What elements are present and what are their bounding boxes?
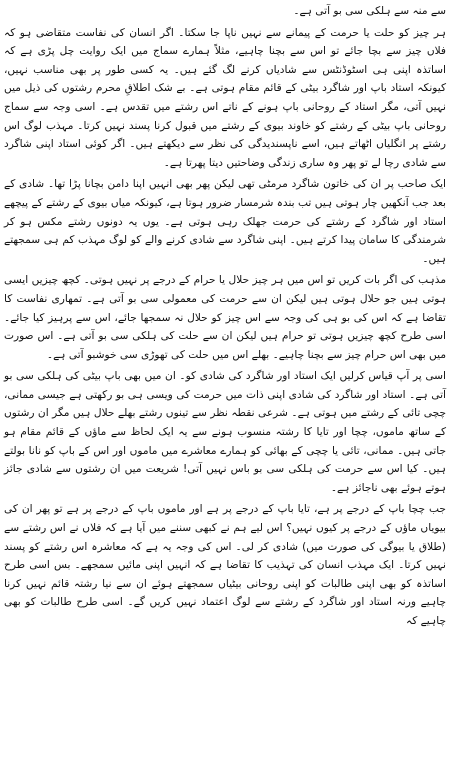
- paragraph-3: ایک صاحب پر ان کی خاتون شاگرد مرمٹی تھی لیکن پھر بھی انہیں اپنا دامن بچانا پڑا تھا۔ شادی کے بعد جب آنکھیں چار ہوتی ہیں تب بندہ شرمسار ضرور ہوتا ہے، کیونکہ میاں بیوی کے رشتے کے پیچھے استاد اور شاگرد کے رشتے کی حرمت جھلک رہی ہوتی ہے۔ یوں یہ دونوں رشتے مکس ہو کر شرمندگی کا سامان پیدا کرتے ہیں۔ اپنی شاگرد سے شادی کرنے والے کو لوگ مہذب کم ہی سمجھتے ہیں۔: [4, 178, 446, 265]
- paragraph-2: ہر چیز کو حلت یا حرمت کے پیمانے سے نہیں ناپا جا سکتا۔ اگر انسان کی نفاست متقاضی ہو کہ فلاں چیز سے بچا جائے تو اس سے بچنا چاہیے، مثلاً ہمارے سماج میں ایک روایت چل پڑی ہے کہ اساتذہ اپنی ہی اسٹوڈنٹس سے شادیاں کرنے لگ گئے ہیں۔ یہ کسی طور پر بھی مناسب نہیں، کیونکہ استاد باپ اور شاگرد بیٹی کے قائم مقام ہوتی ہے۔ بے شک اطلاقِ محرم رشتوں کی ذیل میں نہیں آتی، مگر استاد کے روحانی باپ ہونے کے ناتے اس رشتے میں تقدس ہے۔ اسی وجہ سے سماج روحانی باپ بیٹی کے رشتے کو خاوند بیوی کے رشتے میں قبول کرنا پسند نہیں کرتا۔ مہذب لوگ اس رشتے پر انگلیاں اٹھاتے ہیں، اسے ناپسندیدگی کی نظر سے دیکھتے ہیں۔ اگر کوئی استاد اپنی شاگرد سے شادی رچا لے تو پھر وہ ساری زندگی وضاحتیں دیتا پھرتا ہے۔: [4, 26, 446, 169]
- paragraph-6: جب چچا باپ کے درجے پر ہے، تایا باپ کے درجے پر ہے اور ماموں باپ کے درجے پر ہے تو پھر ان کی بیویاں ماؤں کے درجے پر کیوں نہیں؟ اس لیے ہم نے کبھی سننے میں آیا ہے کہ فلاں نے اس رشتے سے (طلاق یا بیوگی کی صورت میں) شادی کر لی۔ اس کی وجہ یہ ہے کہ معاشرہ اس رشتے کو پسند نہیں کرتا۔ ایک مہذب انسان کی تہذیب کا تقاضا ہے کہ انہیں اپنی مائیں سمجھے۔ بس اسی طرح اساتذہ کو بھی اپنی طالبات کو اپنی روحانی بیٹیاں سمجھتے ہوئے ان سے نیا رشتہ قائم نہیں کرنا چاہیے ورنہ استاد اور شاگرد کے رشتے سے لوگ اعتماد نہیں کریں گے۔ اسی طرح طالبات کو بھی چاہیے کہ: [4, 503, 446, 627]
- paragraph-4: مذہب کی اگر بات کریں تو اس میں ہر چیز حلال یا حرام کے درجے پر نہیں ہوتی۔ کچھ چیزیں ایسی ہوتی ہیں جو حلال ہوتی ہیں لیکن ان سے حرمت کی معمولی سی بو آتی ہے۔ تمھاری نفاست کا تقاضا ہے کہ اس کی بو ہی کی وجہ سے اس چیز کو حلال نہ سمجھا جائے، اس سے پرہیز کیا جائے۔ اسی طرح کچھ چیزیں ہوتی تو حرام ہیں لیکن ان سے حلت کی ہلکی سی بو آتی ہے۔ اس صورت میں بھی اس حرام چیز سے بچنا چاہیے۔ بھلے اس میں حلت کی تھوڑی سی خوشبو آتی ہے۔: [4, 274, 446, 361]
- document-page: [4, 2, 446, 756]
- paragraph-5: اسی پر آپ قیاس کرلیں ایک استاد اور شاگرد کی شادی کو۔ ان میں بھی باپ بیٹی کی ہلکی سی بو آتی ہے۔ استاد اور شاگرد کی شادی اپنی ذات میں حرمت کی ویسی ہی بو رکھتی ہے جیسی ممانی، چچی تائی کے رشتے میں ہوتی ہے۔ شرعی نقطہ نظر سے تینوں رشتے بھلے حلال ہیں مگر ان رشتوں کے ساتھ ماموں، چچا اور تایا کا رشتہ منسوب ہونے سے یہ ایک لحاظ سے ماؤں کے قائم مقام ہو جاتی ہیں۔ ممانی، تائی یا چچی کے بھائی کو ہمارے معاشرے میں ماموں اور اس کے باپ کو نانا بولتے ہیں۔ کیا اس سے حرمت کی ہلکی سی بو باس نہیں آتی! شریعت میں ان رشتوں سے شادی جائز ہوتے ہوئے بھی ناجائز ہے۔: [4, 370, 446, 494]
- paragraph-1: سے منہ سے ہلکی سی بو آتی ہے۔: [293, 5, 446, 17]
